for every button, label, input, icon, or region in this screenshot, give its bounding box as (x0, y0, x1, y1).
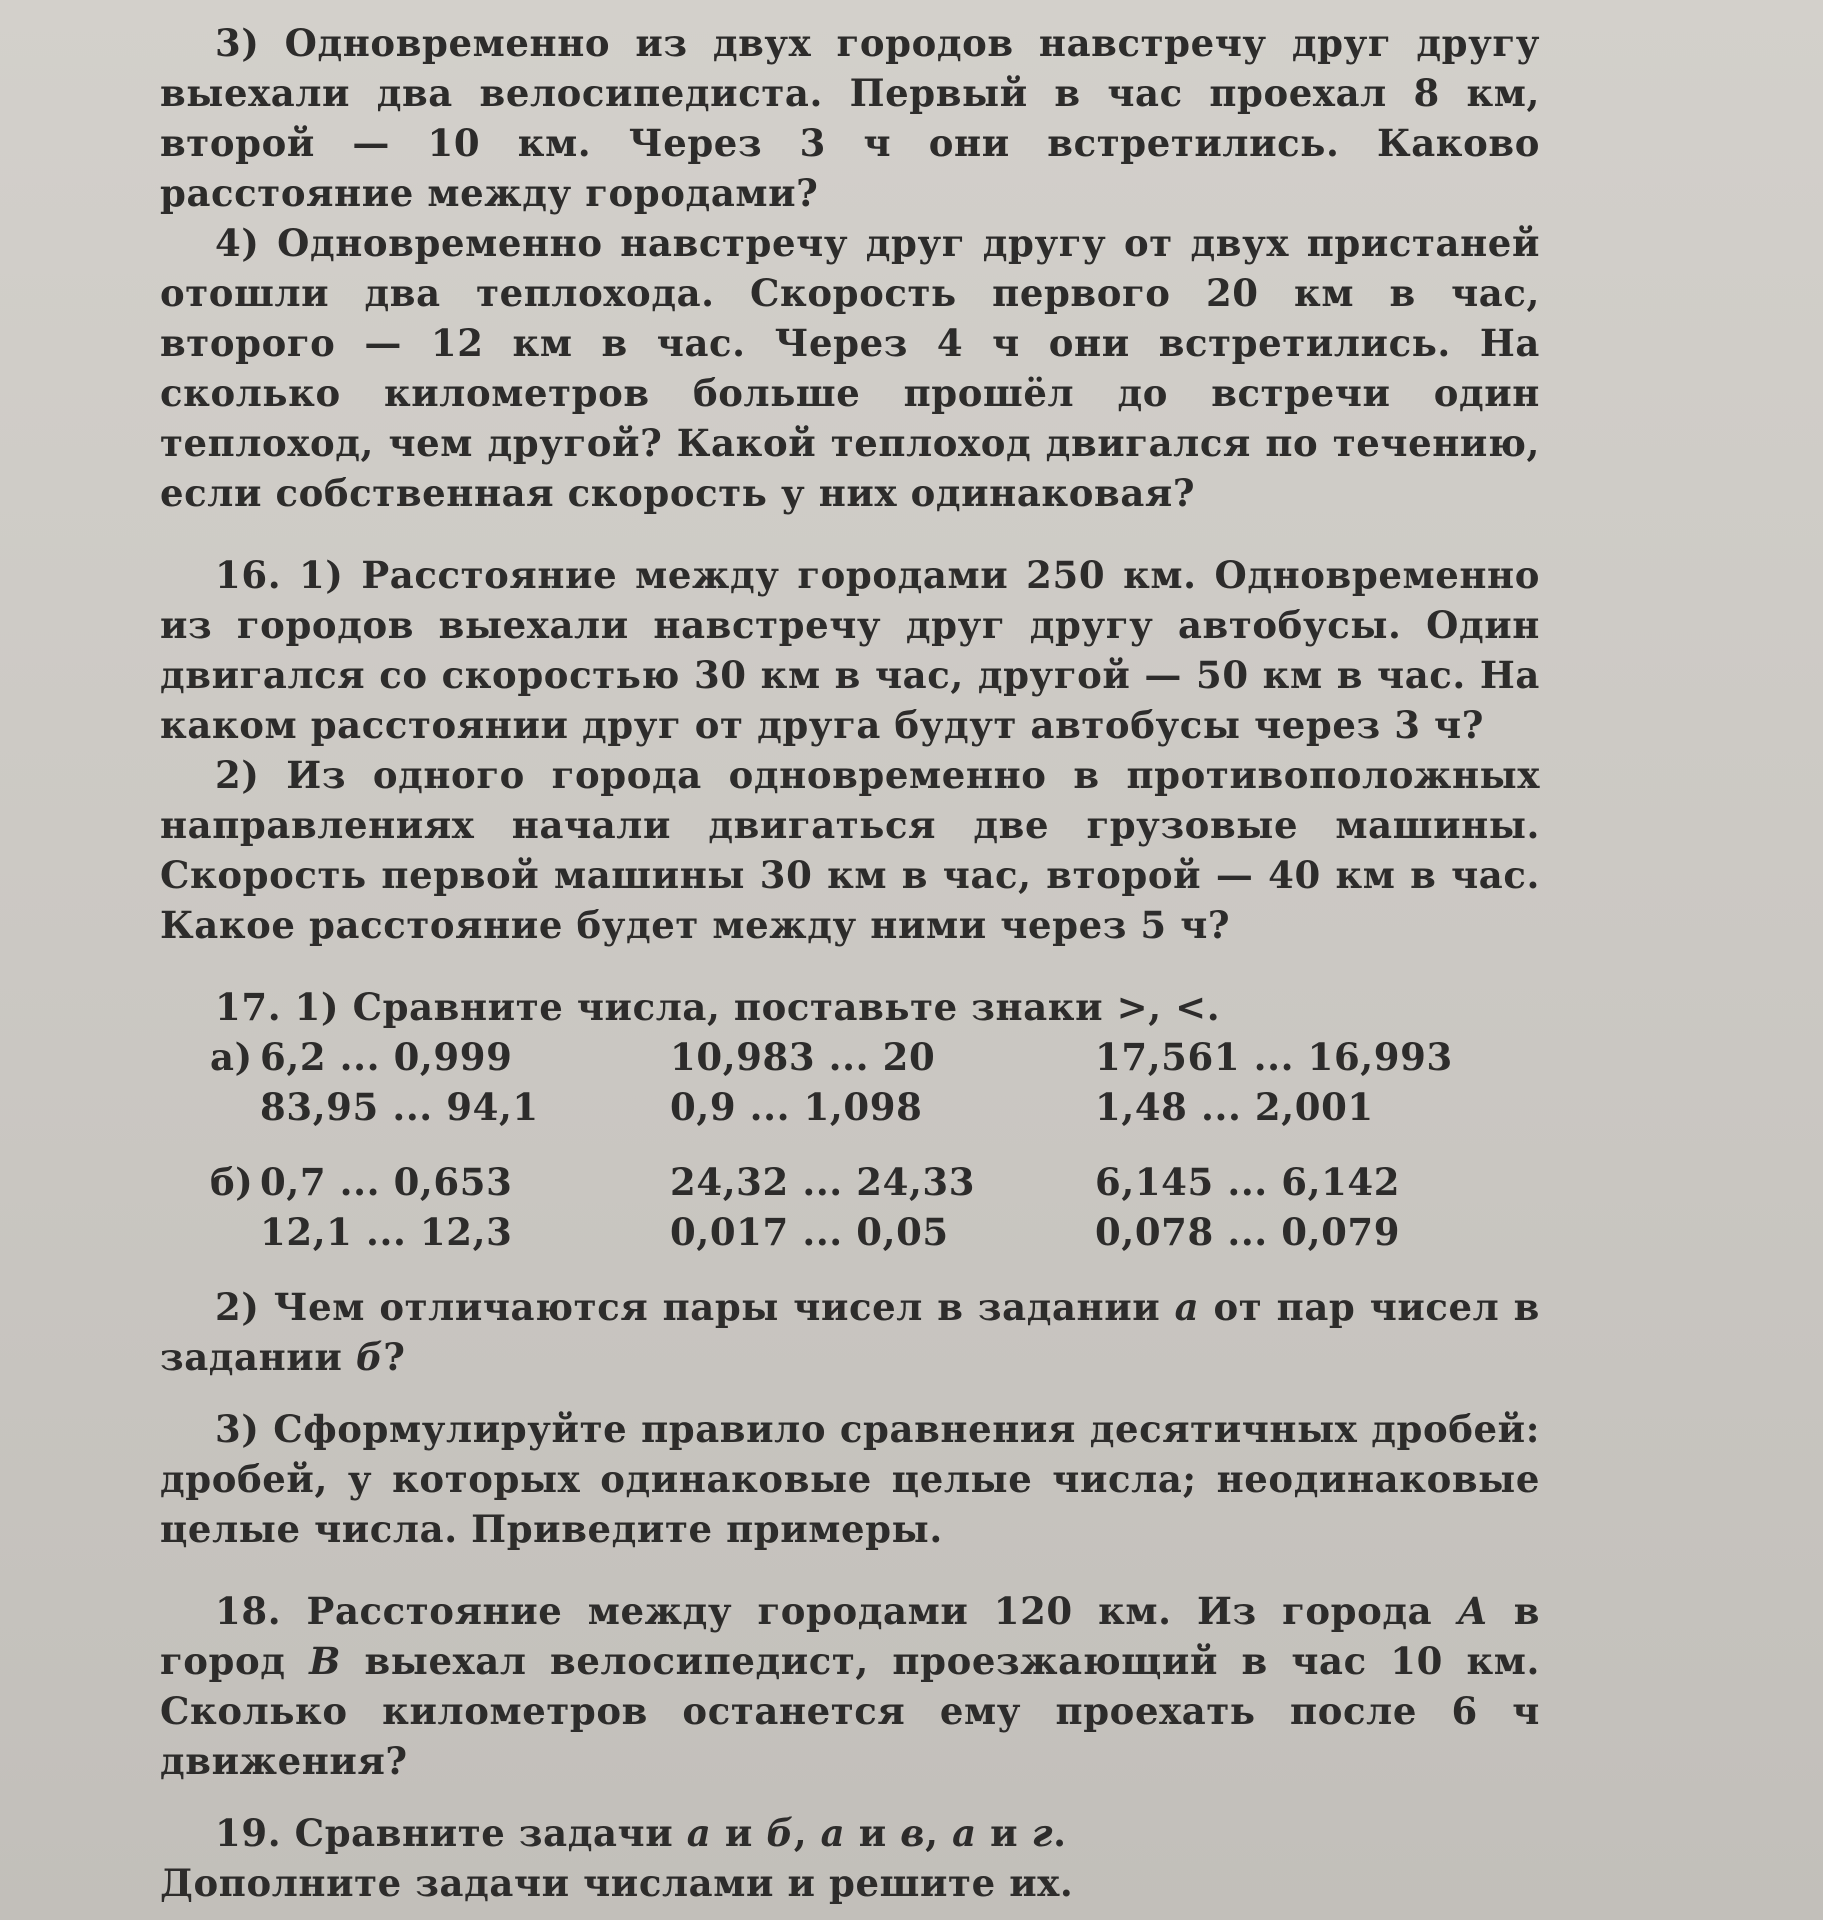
comparison-item: 10,983 ... 20 (670, 1035, 936, 1079)
comparison-item: 0,7 ... 0,653 (260, 1160, 513, 1204)
problem-16-1: 16. 1) Расстояние между городами 250 км. Одновременно из городов выехали навстречу друг другу автобусы. Один двигался со скоростью 30 км в час, другой — 50 км в час. На каком расстоянии друг от друга будут автобусы через 3 ч? (160, 553, 1540, 747)
comparison-item: 1,48 ... 2,001 (1095, 1085, 1374, 1129)
problem-16-2: 2) Из одного города одновременно в противоположных направлениях начали двигаться две грузовые машины. Скорость первой машины 30 км в час, второй — 40 км в час. Какое расстояние будет между ними через 5 ч? (160, 753, 1540, 947)
problem-17-2-text: 2) Чем отличаются пары чисел в задании (215, 1285, 1175, 1329)
problem-15-3: 3) Одновременно из двух городов навстречу друг другу выехали два велосипедиста. Первый в час проехал 8 км, второй — 10 км. Через 3 ч они встретились. Каково расстояние между городами? (160, 21, 1540, 215)
task-letter-a: а (1174, 1285, 1200, 1329)
problem-18 (160, 1586, 1540, 1786)
comparison-item: 24,32 ... 24,33 (670, 1160, 976, 1204)
problem-19 (160, 1808, 1540, 1858)
comparison-item: 6,145 ... 6,142 (1095, 1160, 1401, 1204)
problem-18-text: в город (160, 1589, 1540, 1683)
comparison-item: 83,95 ... 94,1 (260, 1085, 539, 1129)
task-letter: г (1031, 1811, 1054, 1855)
problem-19-text: и (976, 1811, 1032, 1855)
comparison-row-b2 (160, 1207, 1540, 1257)
problem-19-text: и (711, 1811, 767, 1855)
part-a-label: а) (210, 1035, 253, 1079)
task-letter: в (900, 1811, 926, 1855)
task-letter: а (820, 1811, 846, 1855)
comparison-item: 17,561 ... 16,993 (1095, 1035, 1453, 1079)
problem-17-1: 17. 1) Сравните числа, поставьте знаки >, <. (215, 985, 1221, 1029)
problem-18-text: выехал велосипедист, проезжающий в час 10 км. Сколько километров останется ему проехать после 6 ч движения? (160, 1639, 1540, 1783)
task-letter-b: б (355, 1335, 384, 1379)
problem-19-text: , (925, 1811, 953, 1855)
page-content (160, 18, 1540, 1908)
comparison-item: 6,2 ... 0,999 (260, 1035, 513, 1079)
problem-18-text: 18. Расстояние между городами 120 км. Из города (215, 1589, 1458, 1633)
problem-17-3: 3) Сформулируйте правило сравнения десятичных дробей: дробей, у которых одинаковые целые числа; неодинаковые целые числа. Приведите примеры. (160, 1407, 1540, 1551)
problem-19-line2: Дополните задачи числами и решите их. (160, 1861, 1074, 1905)
problem-19-text: и (845, 1811, 901, 1855)
problem-19-text: 19. Сравните задачи (215, 1811, 687, 1855)
problem-17-2 (160, 1282, 1540, 1382)
task-letter: а (686, 1811, 712, 1855)
comparison-exercises (160, 1032, 1540, 1282)
problem-15-4: 4) Одновременно навстречу друг другу от двух пристаней отошли два теплохода. Скорость первого 20 км в час, второго — 12 км в час. Через 4 ч они встретились. На сколько километров больше прошёл до встречи один теплоход, чем другой? Какой теплоход двигался по течению, если собственная скорость у них одинаковая? (160, 221, 1540, 515)
part-b-label: б) (210, 1160, 254, 1204)
task-letter: б (766, 1811, 794, 1855)
problem-19-text: , (793, 1811, 821, 1855)
comparison-row-a2 (160, 1082, 1540, 1132)
problem-17-2-text: от пар чисел в задании (160, 1285, 1540, 1379)
task-letter: а (952, 1811, 977, 1855)
comparison-row-b1 (160, 1157, 1540, 1207)
comparison-item: 0,9 ... 1,098 (670, 1085, 923, 1129)
city-b-letter: В (309, 1639, 341, 1683)
problem-19-text: . (1053, 1811, 1067, 1855)
comparison-item: 0,017 ... 0,05 (670, 1210, 949, 1254)
comparison-item: 0,078 ... 0,079 (1095, 1210, 1401, 1254)
problem-17-2-text: ? (383, 1335, 406, 1379)
city-a-letter: А (1457, 1589, 1489, 1633)
comparison-row-a1 (160, 1032, 1540, 1082)
comparison-item: 12,1 ... 12,3 (260, 1210, 513, 1254)
